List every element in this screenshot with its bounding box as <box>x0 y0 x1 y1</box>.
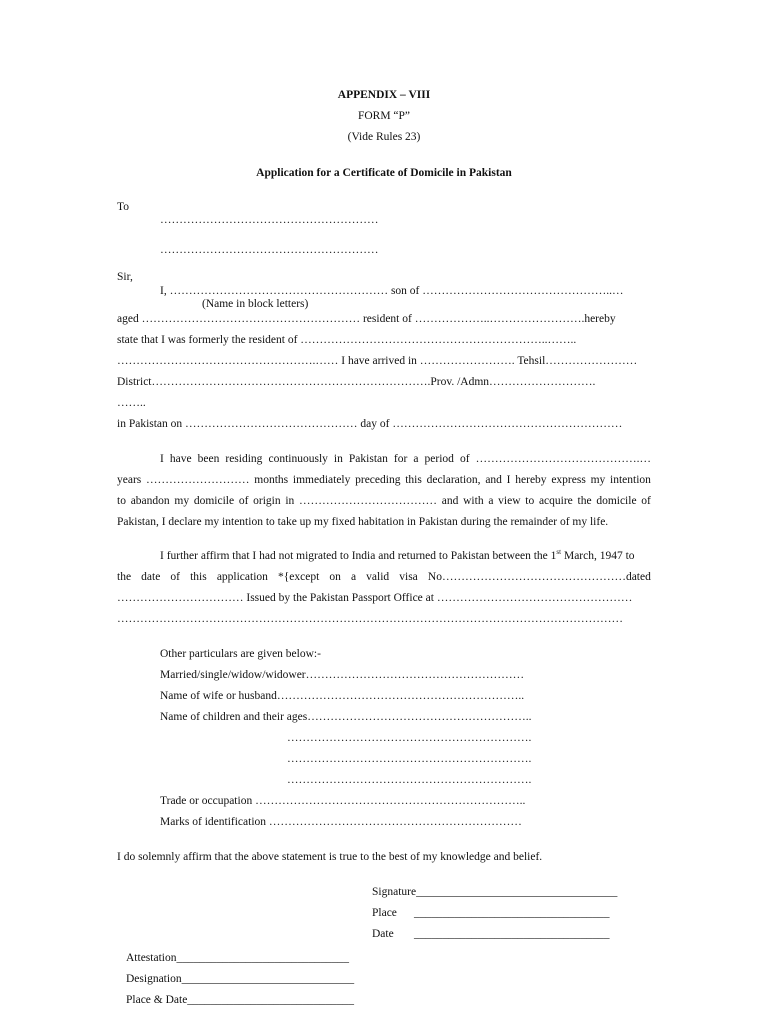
identification-marks-field: Marks of identification ………………………………………………………… <box>160 816 522 828</box>
addressee-line-1: ………………………………………………… <box>160 214 379 226</box>
word: a <box>350 571 357 583</box>
particulars-intro: Other particulars are given below:- <box>160 648 321 660</box>
word: of <box>238 495 249 507</box>
word: declaration, <box>426 474 481 486</box>
document-title: Application for a Certificate of Domicile in Pakistan <box>256 167 512 179</box>
word: to <box>117 495 126 507</box>
word: domicile <box>596 495 637 507</box>
age-residence-line: aged ………………………………………………… resident of ………………..…………………….hereby <box>117 313 616 325</box>
marital-status-field: Married/single/widow/widower………………………………………………… <box>160 669 525 681</box>
word: to <box>525 495 535 507</box>
word: of <box>459 453 470 465</box>
dotted-continuation-line: …………………………………………………………………………………………………………………… <box>117 613 623 625</box>
ordinal-superscript: st <box>556 548 562 557</box>
word: and <box>485 474 502 486</box>
residence-period-line <box>160 452 651 466</box>
signature-field: Signature___________________________________ <box>372 886 618 898</box>
months-intention-line <box>117 473 651 487</box>
word: origin <box>253 495 281 507</box>
word: and <box>441 495 459 507</box>
former-residence-line: state that I was formerly the resident of ………………………………………………………..…….. <box>117 334 577 346</box>
place-date-field: Place & Date_____________________________ <box>126 994 355 1006</box>
form-label: FORM “P” <box>357 110 411 122</box>
children-line-1: ………………………………………………………. <box>287 732 532 744</box>
word: No…………………………………………dated <box>427 571 651 583</box>
word: I <box>160 453 164 465</box>
word: for <box>393 453 408 465</box>
word: in <box>333 453 343 465</box>
children-line-3: ………………………………………………………. <box>287 774 532 786</box>
word: have <box>169 453 192 465</box>
word: months <box>254 474 289 486</box>
word: hereby <box>515 474 547 486</box>
district-province-line: District……………………………………………………………….Prov. /Admn………………………. <box>117 376 596 388</box>
place-label: Place <box>372 907 397 919</box>
word: abandon <box>130 495 170 507</box>
affirmation-statement: I do solemnly affirm that the above statement is true to the best of my knowledge and belief. <box>117 851 543 863</box>
word: immediately <box>292 474 351 486</box>
word: visa <box>399 571 418 583</box>
occupation-field: Trade or occupation …………………………………………………………….. <box>160 795 526 807</box>
attestation-field: Attestation______________________________ <box>126 952 349 964</box>
word: date <box>141 571 161 583</box>
place-field: __________________________________ <box>414 907 610 919</box>
word: with <box>463 495 484 507</box>
word: …………………………………….… <box>475 453 651 465</box>
word: this <box>190 571 207 583</box>
word: ……………………… <box>146 474 250 486</box>
word: continuously <box>268 453 328 465</box>
rules-reference: (Vide Rules 23) <box>347 131 421 143</box>
word: acquire <box>538 495 573 507</box>
word: I <box>506 474 511 486</box>
word: this <box>405 474 422 486</box>
word: years <box>117 474 142 486</box>
abandon-domicile-line <box>117 494 651 508</box>
word: preceding <box>355 474 401 486</box>
spouse-name-field: Name of wife or husband……………………………………………………….. <box>160 690 525 702</box>
word: residing <box>225 453 263 465</box>
name-son-of-line: I, ………………………………………………… son of …………………………………………..… <box>160 285 624 297</box>
addressee-line-2: ………………………………………………… <box>160 244 379 256</box>
word: application <box>216 571 268 583</box>
word: of <box>641 495 651 507</box>
children-line-2: ………………………………………………………. <box>287 753 532 765</box>
word: domicile <box>193 495 235 507</box>
word: period <box>424 453 454 465</box>
word: on <box>329 571 341 583</box>
word: in <box>285 495 295 507</box>
word: my <box>590 474 606 486</box>
designation-field: Designation______________________________ <box>126 973 355 985</box>
appendix-heading: APPENDIX – VIII <box>337 89 431 101</box>
word: a <box>488 495 494 507</box>
word: valid <box>366 571 390 583</box>
word: ……………………………… <box>299 495 438 507</box>
word: been <box>197 453 220 465</box>
children-field: Name of children and their ages………………………………………………….. <box>160 711 532 723</box>
word: view <box>498 495 521 507</box>
date-label: Date <box>372 928 394 940</box>
date-field: __________________________________ <box>414 928 610 940</box>
to-label: To <box>117 201 129 213</box>
salutation: Sir, <box>117 271 133 283</box>
arrival-date-line: in Pakistan on ……………………………………… day of …………………………………………………… <box>117 418 623 430</box>
passport-office-line: …………………………… Issued by the Pakistan Passport Office at …………………………………………… <box>117 592 633 604</box>
habitation-declaration-line: Pakistan, I declare my intention to take up my fixed habitation in Pakistan during the remainder of my life. <box>117 516 609 528</box>
word: Pakistan <box>348 453 388 465</box>
word: the <box>117 571 132 583</box>
word: my <box>174 495 190 507</box>
word: of <box>170 571 180 583</box>
word: intention <box>610 474 651 486</box>
word: a <box>413 453 419 465</box>
visa-line <box>117 570 651 584</box>
word: the <box>577 495 592 507</box>
block-letters-note: (Name in block letters) <box>202 298 309 310</box>
word: *{except <box>278 571 320 583</box>
migration-affirmation-line: I further affirm that I had not migrated to India and returned to Pakistan between the 1st March, 1947 to <box>160 548 635 562</box>
continuation-dots: …….. <box>117 397 146 409</box>
word: express <box>551 474 586 486</box>
arrival-tehsil-line: …………………………………………….…… I have arrived in ……………………. Tehsil…………………… <box>117 355 638 367</box>
